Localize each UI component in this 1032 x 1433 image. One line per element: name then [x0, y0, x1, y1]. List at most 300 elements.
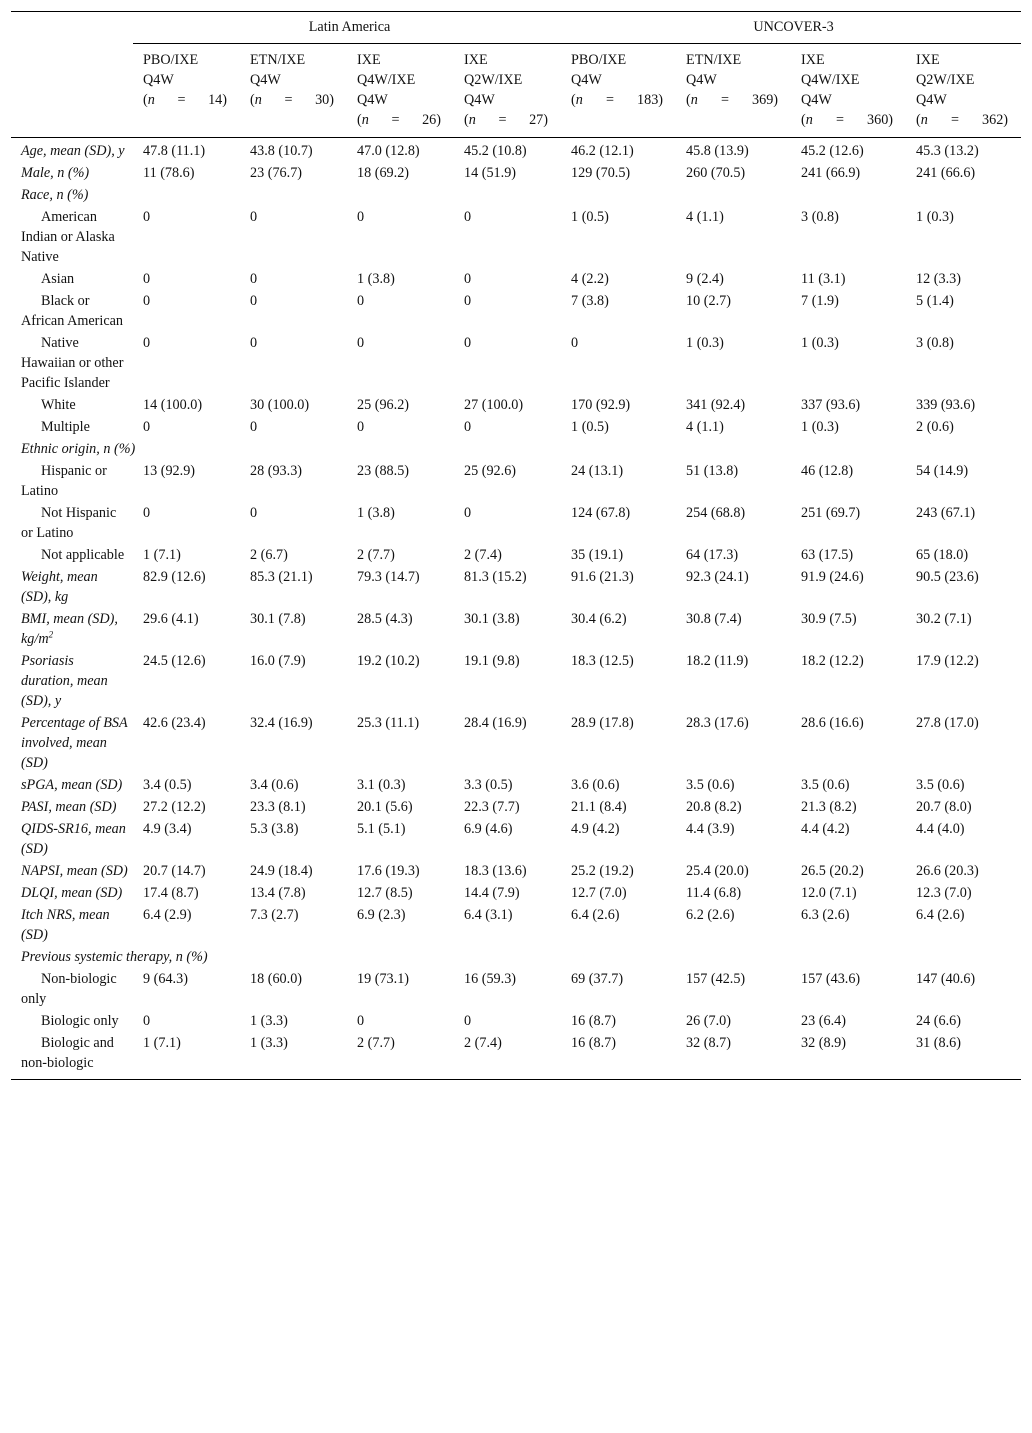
table-cell: 69 (37.7): [571, 971, 624, 987]
table-cell: 0: [143, 419, 151, 435]
sample-size-open: (n: [801, 112, 813, 128]
table-cell: 3.5 (0.6): [801, 777, 850, 793]
table-cell: 0: [464, 419, 472, 435]
row-label-text: Itch NRS, mean (SD): [21, 907, 110, 943]
row-label: [11, 904, 133, 946]
table-cell: 6.4 (2.6): [571, 907, 620, 923]
sample-size-open: (n: [916, 112, 928, 128]
table-cell: 45.2 (10.8): [464, 143, 527, 159]
row-label: [11, 774, 133, 796]
table-cell: 65 (18.0): [916, 547, 969, 563]
table-cell: 18 (69.2): [357, 165, 410, 181]
column-header-sample-size: [916, 110, 1008, 130]
column-header-treatment-line2: Q2W/IXE: [916, 72, 975, 88]
table-cell: 63 (17.5): [801, 547, 854, 563]
sample-size-equals: =: [391, 112, 400, 128]
sample-size-n-label: n: [147, 92, 155, 108]
table-row: [11, 544, 1021, 566]
row-label-superscript: 2: [48, 629, 54, 640]
table-cell: 341 (92.4): [686, 397, 746, 413]
table-cell: 1 (3.8): [357, 271, 395, 287]
table-row: [11, 1010, 1021, 1032]
table-cell: 28.5 (4.3): [357, 611, 413, 627]
table-cell: 16 (59.3): [464, 971, 517, 987]
row-label: [11, 138, 133, 163]
table-cell: 18.3 (12.5): [571, 653, 634, 669]
group-header-latin-america: Latin America: [133, 12, 561, 44]
sample-size-n-label: n: [920, 112, 928, 128]
table-cell: 3.5 (0.6): [686, 777, 735, 793]
row-label-sub: [11, 206, 133, 268]
row-label-text: Not Hispanic or Latino: [21, 505, 117, 541]
row-label-text: Not applicable: [41, 547, 125, 563]
sample-size-open: (n: [571, 92, 583, 108]
row-label-text: Multiple: [41, 419, 90, 435]
table-cell: 20.8 (8.2): [686, 799, 742, 815]
table-cell: 1 (3.3): [250, 1013, 288, 1029]
table-cell: 124 (67.8): [571, 505, 631, 521]
sample-size-n-label: n: [254, 92, 262, 108]
baseline-characteristics-table-container: [11, 11, 1021, 1080]
table-cell: 5 (1.4): [916, 293, 954, 309]
sample-size-equals: =: [498, 112, 507, 128]
table-cell: 7.3 (2.7): [250, 907, 299, 923]
section-label: [11, 946, 1021, 968]
row-label-text: Age, mean (SD), y: [21, 143, 125, 159]
column-header-treatment-line3: Q4W: [916, 92, 947, 108]
table-body: [11, 138, 1021, 1080]
table-cell: 339 (93.6): [916, 397, 976, 413]
table-row: [11, 882, 1021, 904]
row-label-sub: [11, 460, 133, 502]
table-cell: 6.4 (2.9): [143, 907, 192, 923]
sample-size-equals: =: [720, 92, 729, 108]
table-cell: 7 (1.9): [801, 293, 839, 309]
table-cell: 91.9 (24.6): [801, 569, 864, 585]
table-cell: 27 (100.0): [464, 397, 524, 413]
table-cell: 19.2 (10.2): [357, 653, 420, 669]
column-header-treatment-line2: Q4W/IXE: [357, 72, 416, 88]
table-cell: 30.1 (3.8): [464, 611, 520, 627]
column-header-row: [11, 44, 1021, 138]
row-label: [11, 860, 133, 882]
row-label: [11, 818, 133, 860]
table-cell: 1 (7.1): [143, 547, 181, 563]
table-cell: 4.9 (3.4): [143, 821, 192, 837]
table-cell: 9 (64.3): [143, 971, 188, 987]
table-row: [11, 904, 1021, 946]
row-label-text: QIDS-SR16, mean (SD): [21, 821, 126, 857]
row-label-sub: [11, 1032, 133, 1080]
table-cell: 0: [250, 505, 258, 521]
table-cell: 16 (8.7): [561, 1032, 676, 1080]
table-cell: 45.3 (13.2): [916, 143, 979, 159]
row-label-text: Non-biologic only: [21, 971, 117, 1007]
row-label-text: Black or African American: [21, 293, 124, 329]
sample-size-open: (n: [464, 112, 476, 128]
sample-size-equals: =: [177, 92, 186, 108]
table-cell: 2 (7.4): [464, 547, 502, 563]
sample-size-value: 26): [422, 112, 441, 128]
table-cell: 3 (0.8): [916, 335, 954, 351]
row-label: [11, 162, 133, 184]
table-cell: 1 (3.8): [357, 505, 395, 521]
sample-size-open: (n: [143, 92, 155, 108]
table-row: [11, 968, 1021, 1010]
table-cell: 4.4 (4.0): [916, 821, 965, 837]
table-cell: 0: [143, 293, 151, 309]
column-header-treatment-line2: Q4W: [686, 72, 717, 88]
table-cell: 0: [143, 335, 151, 351]
table-row: [11, 138, 1021, 163]
table-cell: 14 (51.9): [464, 165, 517, 181]
table-cell: 0: [143, 505, 151, 521]
table-cell: 32.4 (16.9): [250, 715, 313, 731]
row-label-text: American Indian or Alaska Native: [21, 209, 115, 265]
table-cell: 23.3 (8.1): [250, 799, 306, 815]
table-cell: 30.8 (7.4): [686, 611, 742, 627]
table-cell: 28.6 (16.6): [801, 715, 864, 731]
sample-size-open: (n: [250, 92, 262, 108]
table-cell: 1 (0.3): [801, 335, 839, 351]
table-cell: 254 (68.8): [686, 505, 746, 521]
table-cell: 20.7 (8.0): [916, 799, 972, 815]
column-header-treatment-line1: ETN/IXE: [686, 52, 742, 68]
table-row: [11, 608, 1021, 650]
sample-size-value: 360): [867, 112, 894, 128]
row-label-sub: [11, 1010, 133, 1032]
table-cell: 32 (8.7): [676, 1032, 791, 1080]
table-cell: 170 (92.9): [571, 397, 631, 413]
sample-size-open: (n: [686, 92, 698, 108]
table-cell: 1 (0.5): [571, 209, 609, 225]
table-cell: 18.2 (12.2): [801, 653, 864, 669]
table-cell: 1 (3.3): [240, 1032, 347, 1080]
table-cell: 4.9 (4.2): [571, 821, 620, 837]
table-cell: 3.3 (0.5): [464, 777, 513, 793]
table-cell: 14 (100.0): [143, 397, 203, 413]
row-label-sub: [11, 290, 133, 332]
sample-size-value: 369): [752, 92, 779, 108]
table-cell: 1 (7.1): [133, 1032, 240, 1080]
table-cell: 1 (0.3): [801, 419, 839, 435]
row-label-text: Biologic only: [41, 1013, 119, 1029]
baseline-characteristics-table: [11, 11, 1021, 1080]
table-cell: 0: [357, 335, 365, 351]
table-cell: 21.3 (8.2): [801, 799, 857, 815]
sample-size-n-label: n: [468, 112, 476, 128]
table-cell: 47.8 (11.1): [143, 143, 206, 159]
column-header-treatment-line1: IXE: [464, 52, 488, 68]
table-cell: 12.0 (7.1): [801, 885, 857, 901]
table-cell: 29.6 (4.1): [143, 611, 199, 627]
table-cell: 43.8 (10.7): [250, 143, 313, 159]
column-header-sample-size: [357, 110, 441, 130]
section-header-row: [11, 946, 1021, 968]
table-cell: 22.3 (7.7): [464, 799, 520, 815]
table-cell: 0: [143, 209, 151, 225]
sample-size-value: 362): [982, 112, 1009, 128]
table-cell: 13 (92.9): [143, 463, 196, 479]
table-row: [11, 416, 1021, 438]
table-cell: 18.3 (13.6): [464, 863, 527, 879]
column-header-treatment-line1: PBO/IXE: [571, 52, 627, 68]
table-cell: 2 (7.7): [347, 1032, 454, 1080]
table-cell: 0: [250, 335, 258, 351]
table-cell: 11 (3.1): [801, 271, 846, 287]
table-cell: 0: [464, 505, 472, 521]
table-cell: 47.0 (12.8): [357, 143, 420, 159]
row-label: [11, 566, 133, 608]
table-cell: 6.4 (2.6): [916, 907, 965, 923]
sample-size-equals: =: [284, 92, 293, 108]
column-header-4: [454, 44, 561, 138]
table-cell: 45.8 (13.9): [686, 143, 749, 159]
sample-size-open: (n: [357, 112, 369, 128]
table-cell: 17.4 (8.7): [143, 885, 199, 901]
table-row: [11, 1032, 1021, 1080]
table-row: [11, 394, 1021, 416]
column-header-5: [561, 44, 676, 138]
table-cell: 4.4 (3.9): [686, 821, 735, 837]
table-cell: 10 (2.7): [686, 293, 731, 309]
row-label-text: Race, n (%): [21, 187, 89, 203]
table-cell: 3.5 (0.6): [916, 777, 965, 793]
table-cell: 251 (69.7): [801, 505, 861, 521]
table-cell: 5.3 (3.8): [250, 821, 299, 837]
table-cell: 3.1 (0.3): [357, 777, 406, 793]
table-row: [11, 566, 1021, 608]
row-label-sub: [11, 394, 133, 416]
table-cell: 26 (7.0): [686, 1013, 731, 1029]
table-cell: 32 (8.9): [791, 1032, 906, 1080]
row-label-text: Ethnic origin, n (%): [21, 441, 136, 457]
table-cell: 28.9 (17.8): [571, 715, 634, 731]
table-cell: 90.5 (23.6): [916, 569, 979, 585]
table-cell: 4 (1.1): [686, 209, 724, 225]
table-cell: 0: [357, 419, 365, 435]
table-cell: 0: [357, 209, 365, 225]
table-cell: 0: [464, 1013, 472, 1029]
sample-size-value: 27): [529, 112, 548, 128]
table-cell: 91.6 (21.3): [571, 569, 634, 585]
table-cell: 0: [143, 1013, 151, 1029]
table-cell: 241 (66.6): [916, 165, 976, 181]
table-cell: 81.3 (15.2): [464, 569, 527, 585]
table-cell: 4 (1.1): [686, 419, 724, 435]
table-cell: 24.9 (18.4): [250, 863, 313, 879]
section-header-row: [11, 184, 1021, 206]
table-cell: 14.4 (7.9): [464, 885, 520, 901]
table-row: [11, 712, 1021, 774]
table-cell: 2 (7.7): [357, 547, 395, 563]
table-cell: 42.6 (23.4): [143, 715, 206, 731]
table-cell: 46.2 (12.1): [571, 143, 634, 159]
table-cell: 0: [250, 293, 258, 309]
table-cell: 0: [464, 335, 472, 351]
row-label: [11, 608, 133, 650]
table-cell: 45.2 (12.6): [801, 143, 864, 159]
column-header-treatment-line2: Q4W: [143, 72, 174, 88]
table-cell: 4 (2.2): [571, 271, 609, 287]
table-cell: 17.6 (19.3): [357, 863, 420, 879]
table-cell: 16 (8.7): [571, 1013, 616, 1029]
row-label-text: Male, n (%): [21, 165, 90, 181]
table-cell: 241 (66.9): [801, 165, 861, 181]
table-cell: 23 (6.4): [801, 1013, 846, 1029]
row-label-text: sPGA, mean (SD): [21, 777, 123, 793]
table-cell: 18 (60.0): [250, 971, 303, 987]
table-cell: 0: [464, 209, 472, 225]
stub-header-cell: [11, 12, 133, 44]
table-row: [11, 818, 1021, 860]
table-cell: 7 (3.8): [571, 293, 609, 309]
table-cell: 11.4 (6.8): [686, 885, 742, 901]
section-label: [11, 438, 1021, 460]
column-header-treatment-line2: Q4W: [250, 72, 281, 88]
column-header-7: [791, 44, 906, 138]
sample-size-n-label: n: [575, 92, 583, 108]
table-cell: 24 (6.6): [916, 1013, 961, 1029]
table-cell: 0: [464, 271, 472, 287]
table-cell: 157 (43.6): [801, 971, 861, 987]
table-cell: 25 (92.6): [464, 463, 517, 479]
table-cell: 0: [143, 271, 151, 287]
table-cell: 54 (14.9): [916, 463, 969, 479]
table-cell: 147 (40.6): [916, 971, 976, 987]
section-header-row: [11, 438, 1021, 460]
table-cell: 3.4 (0.5): [143, 777, 192, 793]
row-label-sub: [11, 332, 133, 394]
column-header-3: [347, 44, 454, 138]
table-cell: 25.2 (19.2): [571, 863, 634, 879]
table-cell: 12.7 (8.5): [357, 885, 413, 901]
table-cell: 25 (96.2): [357, 397, 410, 413]
table-cell: 17.9 (12.2): [916, 653, 979, 669]
row-label-text: Hispanic or Latino: [21, 463, 107, 499]
column-header-2: [240, 44, 347, 138]
sample-size-n-label: n: [361, 112, 369, 128]
table-cell: 6.3 (2.6): [801, 907, 850, 923]
row-label-text: BMI, mean (SD), kg/m: [21, 611, 118, 647]
table-cell: 6.4 (3.1): [464, 907, 513, 923]
table-cell: 0: [571, 335, 579, 351]
table-cell: 51 (13.8): [686, 463, 739, 479]
table-cell: 157 (42.5): [686, 971, 746, 987]
column-header-treatment-line1: IXE: [916, 52, 940, 68]
table-cell: 30.9 (7.5): [801, 611, 857, 627]
table-cell: 0: [357, 293, 365, 309]
column-header-treatment-line2: Q4W: [571, 72, 602, 88]
sample-size-equals: =: [835, 112, 844, 128]
table-cell: 12.7 (7.0): [571, 885, 627, 901]
table-cell: 25.3 (11.1): [357, 715, 420, 731]
table-row: [11, 162, 1021, 184]
table-cell: 19 (73.1): [357, 971, 410, 987]
table-cell: 46 (12.8): [801, 463, 854, 479]
row-label-text: Percentage of BSA involved, mean (SD): [21, 715, 128, 771]
sample-size-value: 183): [637, 92, 664, 108]
table-cell: 2 (6.7): [250, 547, 288, 563]
row-label-text: Native Hawaiian or other Pacific Islander: [21, 335, 124, 391]
table-cell: 26.5 (20.2): [801, 863, 864, 879]
column-header-treatment-line3: Q4W: [801, 92, 832, 108]
table-cell: 260 (70.5): [686, 165, 746, 181]
row-label-sub: [11, 502, 133, 544]
table-cell: 1 (0.3): [686, 335, 724, 351]
column-header-treatment-line1: PBO/IXE: [143, 52, 199, 68]
table-cell: 0: [250, 271, 258, 287]
group-header-row: [11, 12, 1021, 44]
row-label-sub: [11, 968, 133, 1010]
column-header-treatment-line3: Q4W: [464, 92, 495, 108]
table-cell: 19.1 (9.8): [464, 653, 520, 669]
table-cell: 0: [250, 419, 258, 435]
table-cell: 82.9 (12.6): [143, 569, 206, 585]
table-cell: 79.3 (14.7): [357, 569, 420, 585]
table-cell: 337 (93.6): [801, 397, 861, 413]
table-cell: 5.1 (5.1): [357, 821, 406, 837]
column-header-treatment-line1: IXE: [357, 52, 381, 68]
column-header-sample-size: [801, 110, 893, 130]
table-cell: 4.4 (4.2): [801, 821, 850, 837]
table-row: [11, 206, 1021, 268]
row-label-text: White: [41, 397, 76, 413]
row-label-sub: [11, 416, 133, 438]
row-label-text: Previous systemic therapy, n (%): [21, 949, 208, 965]
table-cell: 0: [464, 293, 472, 309]
table-cell: 92.3 (24.1): [686, 569, 749, 585]
column-header-treatment-line2: Q2W/IXE: [464, 72, 523, 88]
column-header-6: [676, 44, 791, 138]
table-row: [11, 796, 1021, 818]
table-cell: 20.7 (14.7): [143, 863, 206, 879]
sample-size-value: 30): [315, 92, 334, 108]
table-cell: 23 (88.5): [357, 463, 410, 479]
table-cell: 28.4 (16.9): [464, 715, 527, 731]
table-row: [11, 774, 1021, 796]
row-label-text: DLQI, mean (SD): [21, 885, 123, 901]
row-label-sub: [11, 544, 133, 566]
column-header-treatment-line1: IXE: [801, 52, 825, 68]
table-cell: 0: [250, 209, 258, 225]
table-cell: 23 (76.7): [250, 165, 303, 181]
table-cell: 30 (100.0): [250, 397, 310, 413]
sample-size-n-label: n: [805, 112, 813, 128]
row-label-text: Biologic and non-biologic: [21, 1035, 114, 1071]
table-row: [11, 502, 1021, 544]
table-cell: 2 (7.4): [454, 1032, 561, 1080]
column-header-sample-size: [571, 90, 663, 110]
table-cell: 24.5 (12.6): [143, 653, 206, 669]
row-label: [11, 882, 133, 904]
table-cell: 1 (0.3): [916, 209, 954, 225]
table-cell: 28 (93.3): [250, 463, 303, 479]
column-header-treatment-line1: ETN/IXE: [250, 52, 306, 68]
table-cell: 1 (0.5): [571, 419, 609, 435]
table-row: [11, 290, 1021, 332]
sample-size-equals: =: [950, 112, 959, 128]
row-label-text: Asian: [41, 271, 75, 287]
table-cell: 21.1 (8.4): [571, 799, 627, 815]
group-header-uncover3: UNCOVER-3: [561, 12, 1021, 44]
table-cell: 243 (67.1): [916, 505, 976, 521]
column-header-sample-size: [250, 90, 334, 110]
table-cell: 129 (70.5): [571, 165, 631, 181]
table-cell: 30.2 (7.1): [916, 611, 972, 627]
table-cell: 30.1 (7.8): [250, 611, 306, 627]
table-cell: 6.9 (2.3): [357, 907, 406, 923]
